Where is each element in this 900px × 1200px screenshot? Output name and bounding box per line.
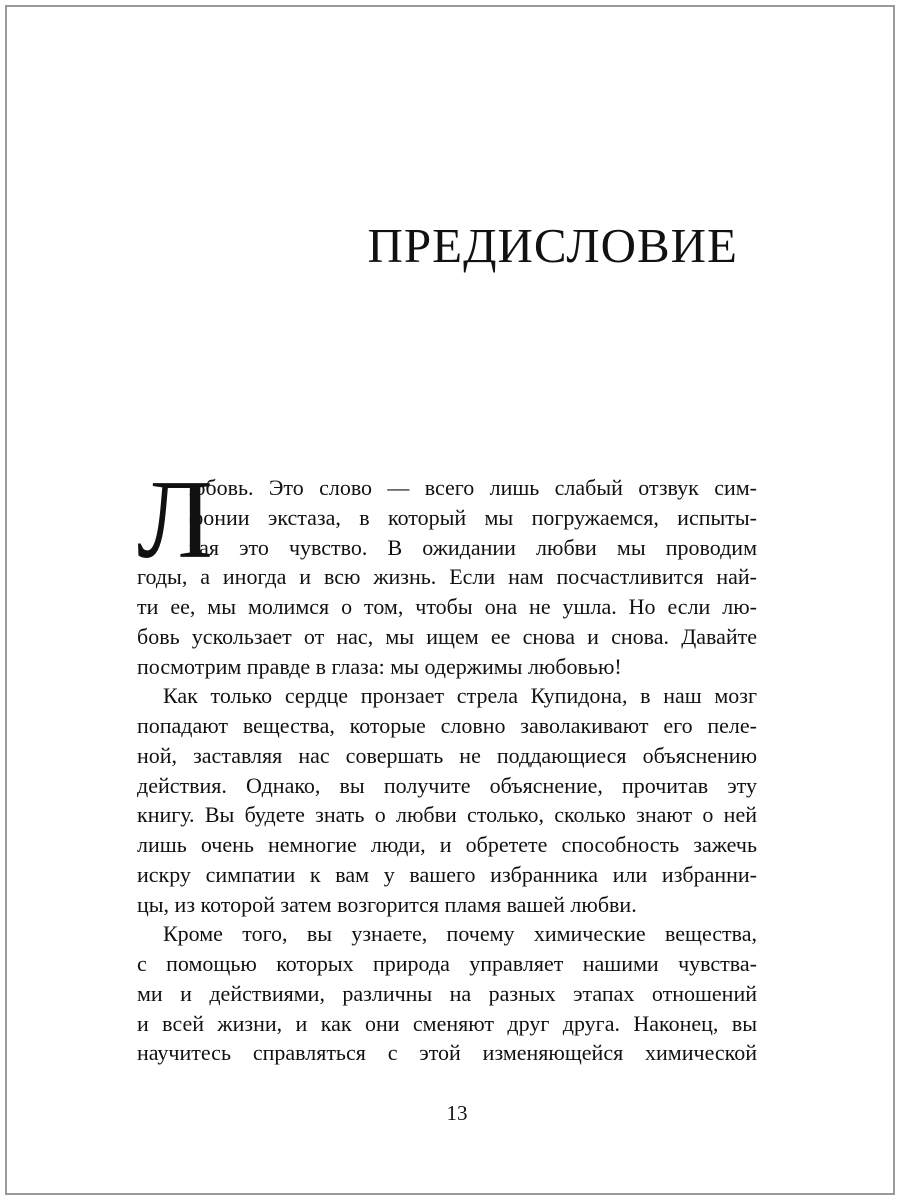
text-line: искру симпатии к вам у вашего избранника или избранни- (137, 861, 757, 887)
text-line: бовь ускользает от нас, мы ищем ее снова и снова. Давайте (137, 623, 757, 649)
chapter-title: ПРЕДИСЛОВИЕ (367, 218, 738, 273)
text-line: книгу. Вы будете знать о любви столько, сколько знают о ней (137, 802, 757, 828)
text-line: действия. Однако, вы получите объяснение, прочитав эту (137, 772, 757, 798)
text-line: юбовь. Это слово — всего лишь слабый отзвук сим- (189, 475, 757, 500)
text-line: вая это чувство. В ожидании любви мы проводим (189, 534, 757, 560)
text-line: фонии экстаза, в который мы погружаемся, испыты- (189, 504, 757, 530)
page (5, 5, 895, 1195)
text-line: посмотрим правде в глаза: мы одержимы любовью! (137, 653, 622, 679)
paragraph-3 (137, 919, 757, 1068)
text-line: с помощью которых природа управляет нашими чувства- (137, 951, 757, 976)
body-text (137, 458, 757, 1068)
text-line: цы, из которой затем возгорится пламя вашей любви. (137, 891, 637, 917)
text-line: годы, а иногда и всю жизнь. Если нам посчастливится най- (137, 564, 757, 590)
text-line: Как только сердце пронзает стрела Купидона, в наш мозг (163, 683, 757, 709)
text-line: попадают вещества, которые словно заволакивают его пеле- (137, 713, 757, 738)
text-line: научитесь справляться с этой изменяющейся химической (137, 1040, 757, 1066)
text-line: Кроме того, вы узнаете, почему химические вещества, (163, 921, 757, 947)
text-line: лишь очень немногие люди, и обретете способность зажечь (137, 832, 757, 857)
text-line: ми и действиями, различны на разных этапах отношений (137, 980, 757, 1006)
page-number: 13 (446, 1101, 468, 1125)
text-line: ти ее, мы молимся о том, чтобы она не ушла. Но если лю- (137, 594, 757, 619)
paragraph-2 (137, 681, 757, 919)
drop-cap-letter: Л (137, 458, 213, 582)
text-line: ной, заставляя нас совершать не поддающиеся объяснению (137, 742, 757, 768)
text-line: и всей жизни, и как они сменяют друг друга. Наконец, вы (137, 1010, 757, 1036)
paragraph-1 (137, 458, 757, 681)
